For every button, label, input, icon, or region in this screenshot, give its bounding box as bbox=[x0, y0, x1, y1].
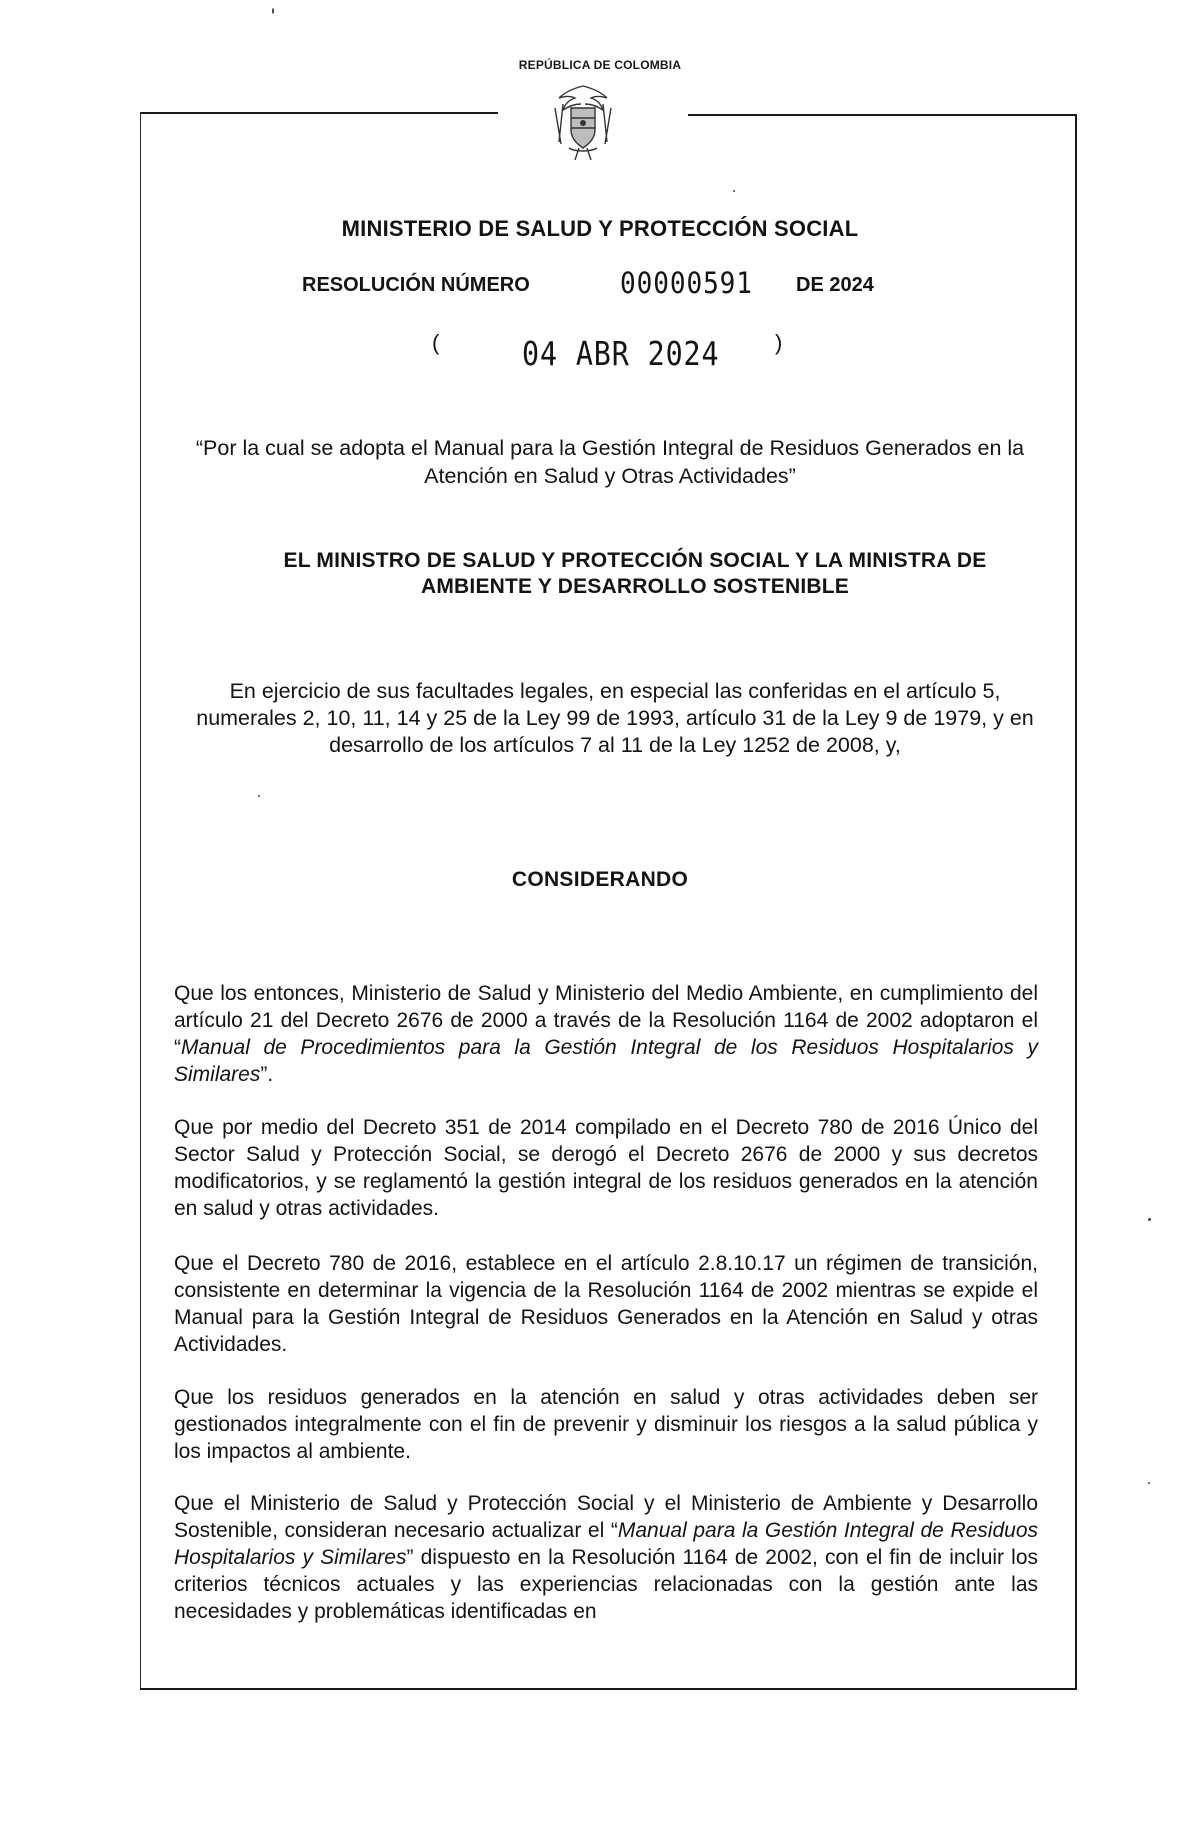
resolution-date: 04 ABR 2024 bbox=[522, 334, 720, 373]
date-line bbox=[0, 330, 1200, 380]
date-paren-close: ) bbox=[775, 330, 783, 355]
resolution-number: 00000591 bbox=[620, 266, 753, 300]
scan-speck bbox=[258, 795, 260, 797]
paragraph-1 bbox=[174, 980, 1038, 1088]
paragraph-5-manual-title: Manual para la Gestión Integral de Residuos Hospitalarios y Similares bbox=[174, 1519, 1038, 1569]
frame-top-right bbox=[688, 114, 1075, 116]
authority-line-1: EL MINISTRO DE SALUD Y PROTECCIÓN SOCIAL Y LA MINISTRA DE bbox=[283, 549, 987, 572]
paragraph-2: Que por medio del Decreto 351 de 2014 compilado en el Decreto 780 de 2016 Único del Sector Salud y Protección Social, se derogó el Decreto 2676 de 2000 y sus decretos modificatorios, y se reglamentó la gestión integral de los residuos generados en la atención en salud y otras actividades. bbox=[174, 1116, 1038, 1220]
date-paren-open: ( bbox=[432, 330, 440, 355]
considering-heading: CONSIDERANDO bbox=[511, 868, 689, 891]
paragraph-3: Que el Decreto 780 de 2016, establece en el artículo 2.8.10.17 un régimen de transición, consistente en determinar la vigencia de la Resolución 1164 de 2002 mientras se expide el Manual para la Gestión Integral de Residuos Generados en la Atención en Salud y otras Actividades. bbox=[174, 1252, 1038, 1356]
resolution-year: DE 2024 bbox=[796, 274, 874, 296]
preamble: En ejercicio de sus facultades legales, en especial las conferidas en el artículo 5, numerales 2, 10, 11, 14 y 25 de la Ley 99 de 1993, artículo 31 de la Ley 9 de 1979, y en desarrollo de los artículos 7 al 11 de la Ley 1252 de 2008, y, bbox=[196, 679, 1034, 757]
paragraph-4: Que los residuos generados en la atención en salud y otras actividades deben ser gestionados integralmente con el fin de prevenir y disminuir los riesgos a la salud pública y los impactos al ambiente. bbox=[174, 1386, 1038, 1463]
authority-line-2: AMBIENTE Y DESARROLLO SOSTENIBLE bbox=[421, 575, 849, 598]
paragraph-1-end: ”. bbox=[260, 1063, 274, 1086]
frame-top-left bbox=[140, 112, 498, 114]
resolution-title: “Por la cual se adopta el Manual para la Gestión Integral de Residuos Generados en la Atención en Salud y Otras Actividades” bbox=[195, 436, 1025, 488]
authority-heading bbox=[240, 548, 1030, 600]
scan-speck bbox=[272, 8, 274, 14]
ministry-heading: MINISTERIO DE SALUD Y PROTECCIÓN SOCIAL bbox=[341, 216, 859, 241]
scan-speck bbox=[1148, 1482, 1150, 1484]
paragraph-1-manual-title: Manual de Procedimientos para la Gestión Integral de los Residuos Hospitalarios y Similares bbox=[174, 1036, 1038, 1086]
paragraph-5-end: ” dispuesto en la Resolución 1164 de 2002, con el fin de incluir los criterios técnicos actuales y las experiencias relacionadas con la gestión ante las necesidades y problemáticas identificadas en bbox=[174, 1546, 1039, 1623]
coat-of-arms-icon bbox=[535, 82, 631, 162]
resolution-label: RESOLUCIÓN NÚMERO bbox=[302, 274, 530, 296]
frame-bottom bbox=[140, 1688, 1077, 1690]
paragraph-1-text: Que los entonces, Ministerio de Salud y Ministerio del Medio Ambiente, en cumplimiento del artículo 21 del Decreto 2676 de 2000 a través de la Resolución 1164 de 2002 adoptaron el “ bbox=[174, 982, 1038, 1059]
scan-speck bbox=[733, 190, 735, 192]
paragraph-5 bbox=[174, 1490, 1038, 1625]
scan-speck bbox=[1148, 1218, 1151, 1221]
country-name: REPÚBLICA DE COLOMBIA bbox=[518, 58, 682, 72]
resolution-line bbox=[0, 266, 1200, 306]
paragraph-5-text: Que el Ministerio de Salud y Protección Social y el Ministerio de Ambiente y Desarrollo Sostenible, consideran necesario actualizar el “ bbox=[174, 1492, 1038, 1542]
